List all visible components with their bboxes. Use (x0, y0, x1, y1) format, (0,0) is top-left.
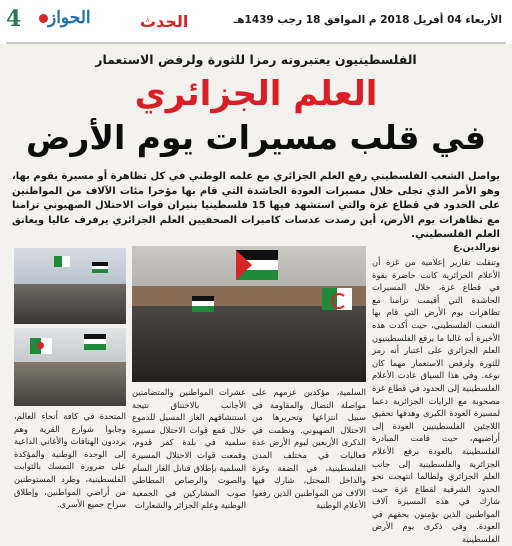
headline-line-1: العلم الجزائري (134, 74, 378, 114)
logo-text: الحواز (48, 8, 91, 28)
algerian-flag-icon (30, 338, 52, 354)
main-photo (132, 246, 366, 382)
header-divider (6, 42, 506, 44)
page-header (0, 0, 512, 44)
logo-dot-icon (39, 14, 48, 23)
article-kicker: الفلسطينيون يعتبرونه رمزا للثورة ولرفض الاستعمار (95, 52, 417, 67)
algerian-flag-icon (322, 288, 352, 310)
palestinian-flag-icon (236, 250, 278, 280)
article-column-bottom-right: السلمية، مؤكدين عزمهم على مواصلة النضال والمقاومة في سبيل انتزاعها وتحريرها من الاحتلال الصهيوني. ونظمت في الذكرى الأربعين ليوم الأرض عدة فعاليات في مختلف المدن الفلسطينية، في الضفة وغزة والداخل المحتل، شارك فيها الآلاف من المواطنين الذين رفعوا الأعلام الوطنية (252, 387, 366, 511)
palestinian-flag-icon (192, 296, 214, 312)
article-byline: نورالدين.ع (453, 243, 500, 253)
article-column-right: وتنقلت تقارير إعلامية من غزة أن الأعلام الجزائرية كانت حاضرة بقوة في قطاع غزة، خلال المسيرات الحاشدة التي أقيمت تزامنا مع تظاهرات يوم الأرض التي قام بها الشعب الفلسطيني، حيث أكدت هذه الأخيرة أنه غالبا ما يرفع الفلسطينيون العلم الجزائري على اعتبار أنه رمز للثورة ولرفض الاستعمار مهما كان نوعه. وفي هذا السياق عادت الأعلام الفلسطينية إلى الحدود في قطاع غزة مصحوبة مع الرايات الجزائرية دعما لمسيرة العودة الكبرى وهدفها تحقيق اللاجئين الفلسطينيين العودة إلى أراضيهم، حيث قامت المبادرة الفلسطينية بالعودة برفع الأعلام الجزائرية والفلسطينية إلى جانب العلم الجزائري ولطالما انتهجت نحو الحدود الشرقية لقطاع غزة حيث شارك في هذه المسيرة آلاف المواطنين الذين يؤمنون بحقهم في العودة. وفي ذكرى يوم الأرض الفلسطينية (372, 257, 500, 545)
algerian-flag-icon (54, 256, 70, 267)
page-number: 4 (6, 6, 22, 32)
issue-date: الأربعاء 04 أفريل 2018 م الموافق 18 رجب 1439هـ (233, 14, 502, 26)
photo-bottom-left (14, 328, 126, 406)
newspaper-logo (36, 8, 91, 28)
headline-line-2: في قلب مسيرات يوم الأرض (26, 118, 486, 157)
article-column-bottom-middle: عشرات المواطنين والمتضامنين الأجانب بالاختناق نتيجة استنشاقهم الغاز المسيل للدموع خلال قمع قوات الاحتلال مسيرة سلمية في بلدة كفر قدوم، وقمعت قوات الاحتلال المسيرة السلمية بإطلاق قنابل الغاز السام والصوت والرصاص المطاطي صوب المشاركين في الجمعية الوطنية وعلم الجزائر والشعارات (132, 387, 246, 511)
photo-top-left (14, 248, 126, 324)
section-title: الحدث (140, 12, 189, 31)
article-column-bottom-left: المتحدة في كافة أنحاء العالم، وجابوا شوارع القرية وهم يرددون الهتافات والأغاني الداعية إلى الوحدة الوطنية والمؤكدة على ضرورة التمسك بالثوابت الفلسطينية، وطرد المستوطنين من أراضي المواطنين، وإطلاق سراح جميع الأسرى. (14, 411, 126, 510)
palestinian-flag-icon (92, 262, 108, 273)
article-lead: يواصل الشعب الفلسطيني رفع العلم الجزائري مع علمه الوطني في كل تظاهرة أو مسيرة يقوم بها، وهو الأمر الذي تجلى خلال مسيرات العودة الحاشدة التي قام بها مؤخرا مئات الآلاف من المواطنين على الحدود في قطاع غزة والتي استشهد فيها 15 فلسطينيا بنيران قوات الاحتلال الصهيوني تزامنا مع تظاهرات يوم الأرض، أين رصدت عدسات كاميرات الصحفيين العلم الجزائري يرفرف عاليا ويعانق العلم الفلسطيني. (12, 171, 500, 240)
palestinian-flag-icon (84, 334, 106, 350)
article-column-right-continued (372, 428, 500, 498)
